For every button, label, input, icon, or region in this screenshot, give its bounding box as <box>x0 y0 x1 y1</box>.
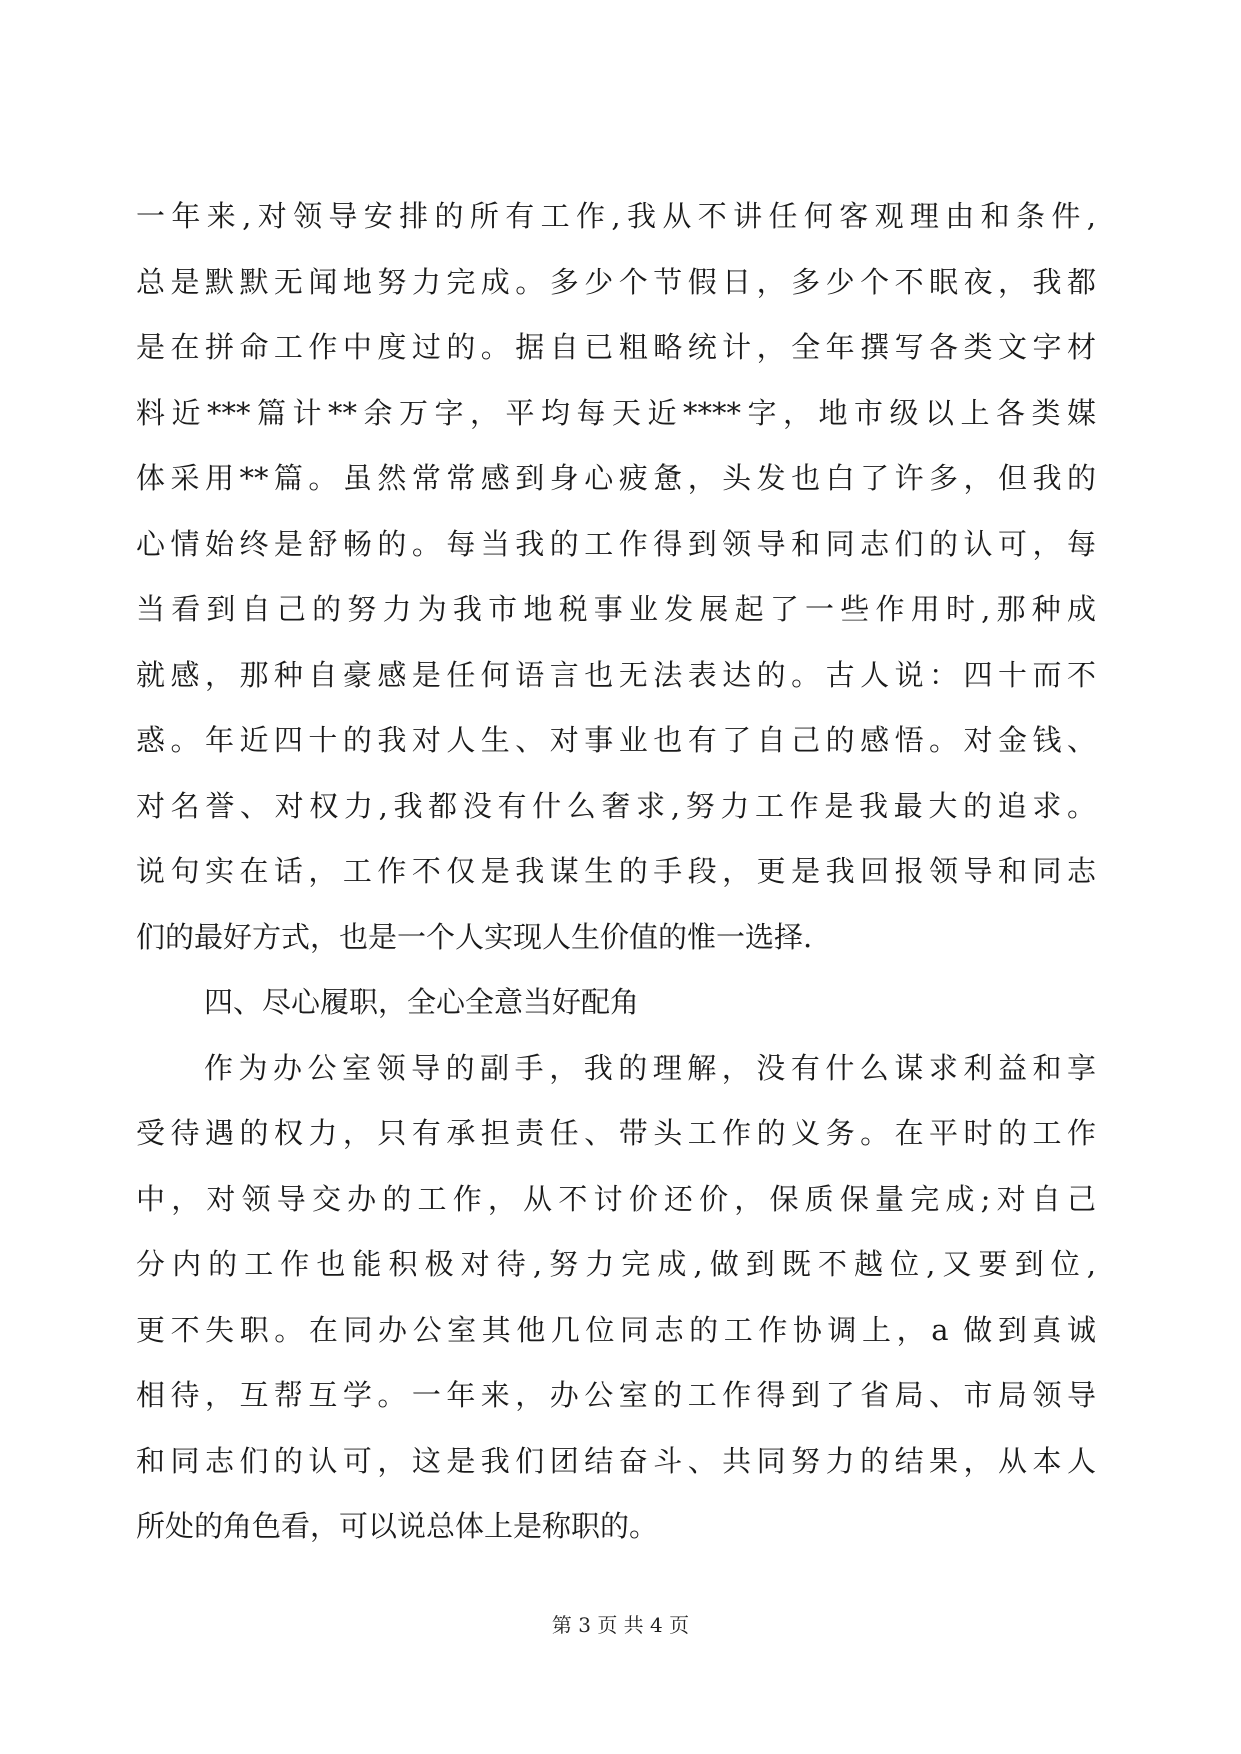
text-line: 中，对领导交办的工作，从不讨价还价，保质保量完成;对自己 <box>136 1181 1096 1216</box>
text-line: 说句实在话，工作不仅是我谋生的手段，更是我回报领导和同志 <box>136 854 1096 888</box>
text-line: 所处的角色看，可以说总体上是称职的。 <box>136 1509 659 1543</box>
document-body <box>136 184 1096 1560</box>
text-line: 们的最好方式，也是一个人实现人生价值的惟一选择. <box>136 919 813 954</box>
text-line: 和同志们的认可，这是我们团结奋斗、共同努力的结果，从本人 <box>136 1443 1096 1478</box>
text-line: 对名誉、对权力,我都没有什么奢求,努力工作是我最大的追求。 <box>136 788 1096 823</box>
text-line: 分内的工作也能积极对待,努力完成,做到既不越位,又要到位, <box>136 1247 1096 1281</box>
page-footer: 第 3 页 共 4 页 <box>551 1613 690 1637</box>
text-line: 相待，互帮互学。一年来，办公室的工作得到了省局、市局领导 <box>136 1378 1096 1412</box>
text-line: 受待遇的权力，只有承担责任、带头工作的义务。在平时的工作 <box>136 1116 1096 1150</box>
text-line: 就感，那种自豪感是任何语言也无法表达的。古人说：四十而不 <box>136 657 1096 692</box>
text-line: 惑。年近四十的我对人生、对事业也有了自己的感悟。对金钱、 <box>136 723 1096 757</box>
text-line: 一年来,对领导安排的所有工作,我从不讲任何客观理由和条件, <box>136 199 1096 233</box>
text-line: 体采用**篇。虽然常常感到身心疲惫，头发也白了许多，但我的 <box>136 461 1096 495</box>
text-line: 料近***篇计**余万字，平均每天近****字，地市级以上各类媒 <box>136 395 1096 430</box>
text-line: 作为办公室领导的副手，我的理解，没有什么谋求利益和享 <box>204 1050 1096 1085</box>
text-line: 总是默默无闻地努力完成。多少个节假日，多少个不眠夜，我都 <box>136 264 1096 299</box>
text-line: 更不失职。在同办公室其他几位同志的工作协调上，a 做到真诚 <box>136 1312 1096 1347</box>
text-line: 是在拼命工作中度过的。据自已粗略统计，全年撰写各类文字材 <box>136 330 1096 364</box>
section-heading: 四、尽心履职，全心全意当好配角 <box>204 985 640 1019</box>
text-line: 心情始终是舒畅的。每当我的工作得到领导和同志们的认可，每 <box>136 526 1096 561</box>
text-line: 当看到自己的努力为我市地税事业发展起了一些作用时,那种成 <box>136 592 1096 626</box>
